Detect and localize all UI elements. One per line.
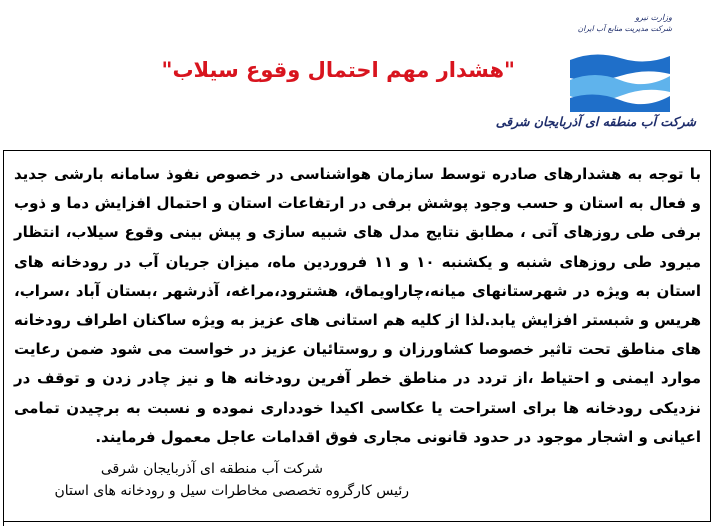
notice-body (14, 160, 701, 452)
notice-paragraph: با توجه به هشدارهای صادره توسط سازمان هواشناسی در خصوص نفوذ سامانه بارشی جدید و فعال به استان و حسب وجود پوشش برفی در ارتفاعات استان و احتمال افزایش دما و ذوب برفی طی روزهای آتی ، مطابق نتایج مدل های شبیه سازی و پیش بینی وقوع سیلاب، انتظار میرود طی روزهای شنبه و یکشنبه ۱۰ و ۱۱ فروردین ماه، میزان جریان آب در رودخانه های استان به ویژه در شهرستانهای میانه،چاراویماق، هشترود،مراغه، آذرشهر ،بستان آباد ،سراب، هریس و شبستر افزایش یابد.لذا از کلیه هم استانی های عزیز به ویژه ساکنان اطراف رودخانه های مناطق تحت تاثیر خصوصا کشاورزان و روستائیان عزیز در خواست می شود ضمن رعایت موارد ایمنی و احتیاط ،از تردد در مناطق خطر آفرین رودخانه ها و نیز چادر زدن و توقف در نزدیکی رودخانه ها برای استراحت یا عکاسی اکیدا خودداری نموده و نسبت به برچیدن تمامی اعیانی و اشجار موجود در حدود قانونی مجاری فوق اقدامات عاجل معمول فرمایند. (14, 165, 701, 446)
logo-company-subtitle: شرکت مدیریت منابع آب ایران (577, 24, 672, 33)
frame-corner-mark (3, 512, 12, 526)
signature-company: شرکت آب منطقه ای آذربایجان شرقی (100, 461, 323, 477)
page-title: "هشدار مهم احتمال وقوع سیلاب" (161, 58, 515, 82)
logo-company-name: شرکت آب منطقه ای آذربایجان شرقی (495, 114, 696, 129)
water-wave-icon (570, 50, 670, 112)
logo-ministry-text: وزارت نیرو (635, 13, 672, 22)
signature-block (14, 458, 409, 502)
company-logo (495, 10, 696, 135)
signature-role: رئیس کارگروه تخصصی مخاطرات سیل و رودخانه های استان (54, 483, 409, 499)
